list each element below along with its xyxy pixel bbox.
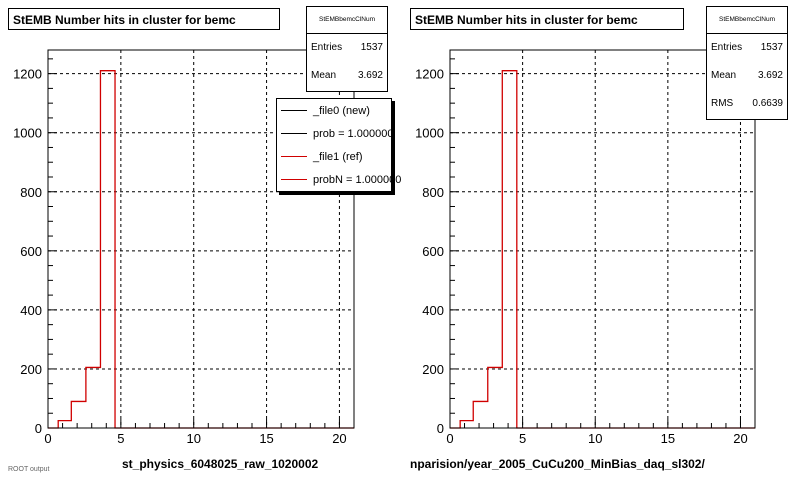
right-bin-4 xyxy=(502,71,517,428)
left-legend xyxy=(276,98,402,192)
left-stats-entries-label: Entries xyxy=(311,42,343,53)
left-bin-1 xyxy=(58,421,71,428)
right-xtick-label-5: 5 xyxy=(519,431,527,446)
legend-label-file1: _file1 (ref) xyxy=(313,150,363,163)
left-ytick-label-1000: 1000 xyxy=(13,125,42,141)
left-stats-name: StEMBbemcClNum xyxy=(307,7,387,34)
legend-swatch-file0 xyxy=(281,110,307,111)
footnote: ROOT output xyxy=(8,466,50,473)
right-stats-rms-value: 0.6639 xyxy=(752,98,783,109)
right-stats-rms-label: RMS xyxy=(711,98,734,109)
right-ytick-label-1200: 1200 xyxy=(415,66,444,82)
left-x-axis-label: st_physics_6048025_raw_1020002 xyxy=(122,457,319,471)
left-xtick-label-15: 15 xyxy=(259,431,274,446)
right-stats-mean-label: Mean xyxy=(711,70,737,81)
legend-entry-probn xyxy=(277,168,402,191)
right-ytick-label-400: 400 xyxy=(422,302,444,318)
right-stats-mean xyxy=(707,62,787,90)
right-bin-2 xyxy=(473,401,488,428)
right-bin-1 xyxy=(460,421,473,428)
left-ytick-label-0: 0 xyxy=(34,421,42,436)
left-ytick-label-600: 600 xyxy=(20,243,42,259)
right-xtick-label-0: 0 xyxy=(446,431,454,446)
left-xtick-label-20: 20 xyxy=(332,431,347,446)
left-ytick-label-800: 800 xyxy=(20,184,42,200)
legend-label-file0: _file0 (new) xyxy=(313,104,370,117)
right-ytick-label-1000: 1000 xyxy=(415,125,444,141)
legend-label-probn: probN = 1.000000 xyxy=(313,173,402,186)
left-xtick-label-0: 0 xyxy=(44,431,52,446)
right-ytick-label-800: 800 xyxy=(422,184,444,200)
legend-entry-prob xyxy=(277,122,394,145)
right-ytick-label-200: 200 xyxy=(422,361,444,377)
left-stats-entries xyxy=(307,34,387,62)
right-ytick-label-600: 600 xyxy=(422,243,444,259)
right-stats-name: StEMBbemcClNum xyxy=(707,7,787,34)
legend-label-prob: prob = 1.000000 xyxy=(313,127,394,140)
right-plot-title: StEMB Number hits in cluster for bemc xyxy=(410,8,684,30)
left-bin-4 xyxy=(100,71,115,428)
left-bin-2 xyxy=(71,401,86,428)
legend-entry-file0 xyxy=(277,99,391,122)
right-x-axis-label: nparision/year_2005_CuCu200_MinBias_daq_sl302/ xyxy=(410,457,705,471)
right-ytick-label-0: 0 xyxy=(436,421,444,436)
right-xtick-label-15: 15 xyxy=(660,431,676,446)
left-stats-mean-value: 3.692 xyxy=(357,70,383,81)
right-histogram-series xyxy=(450,71,755,428)
right-stats-entries xyxy=(707,34,787,62)
left-ytick-label-200: 200 xyxy=(20,361,42,377)
right-xtick-label-20: 20 xyxy=(733,431,748,446)
right-stats-rms xyxy=(707,90,787,118)
left-ytick-label-400: 400 xyxy=(20,302,42,318)
right-xtick-label-10: 10 xyxy=(588,431,603,446)
right-stats-entries-label: Entries xyxy=(711,42,743,53)
right-stats-entries-value: 1537 xyxy=(760,42,783,53)
legend-swatch-file1 xyxy=(281,156,307,157)
right-bin-3 xyxy=(488,367,503,428)
left-stats-entries-value: 1537 xyxy=(360,42,383,53)
legend-swatch-probn xyxy=(281,179,307,180)
right-stats-box xyxy=(706,6,788,120)
left-plot-title: StEMB Number hits in cluster for bemc xyxy=(8,8,280,30)
left-stats-box xyxy=(306,6,388,92)
legend-entry-file1 xyxy=(277,145,391,168)
legend-swatch-prob xyxy=(281,133,307,134)
left-bin-3 xyxy=(86,367,101,428)
left-stats-mean-label: Mean xyxy=(311,70,337,81)
left-xtick-label-5: 5 xyxy=(117,431,125,446)
left-xtick-label-10: 10 xyxy=(186,431,201,446)
left-stats-mean xyxy=(307,62,387,90)
right-stats-mean-value: 3.692 xyxy=(757,70,783,81)
left-ytick-label-1200: 1200 xyxy=(13,66,42,82)
